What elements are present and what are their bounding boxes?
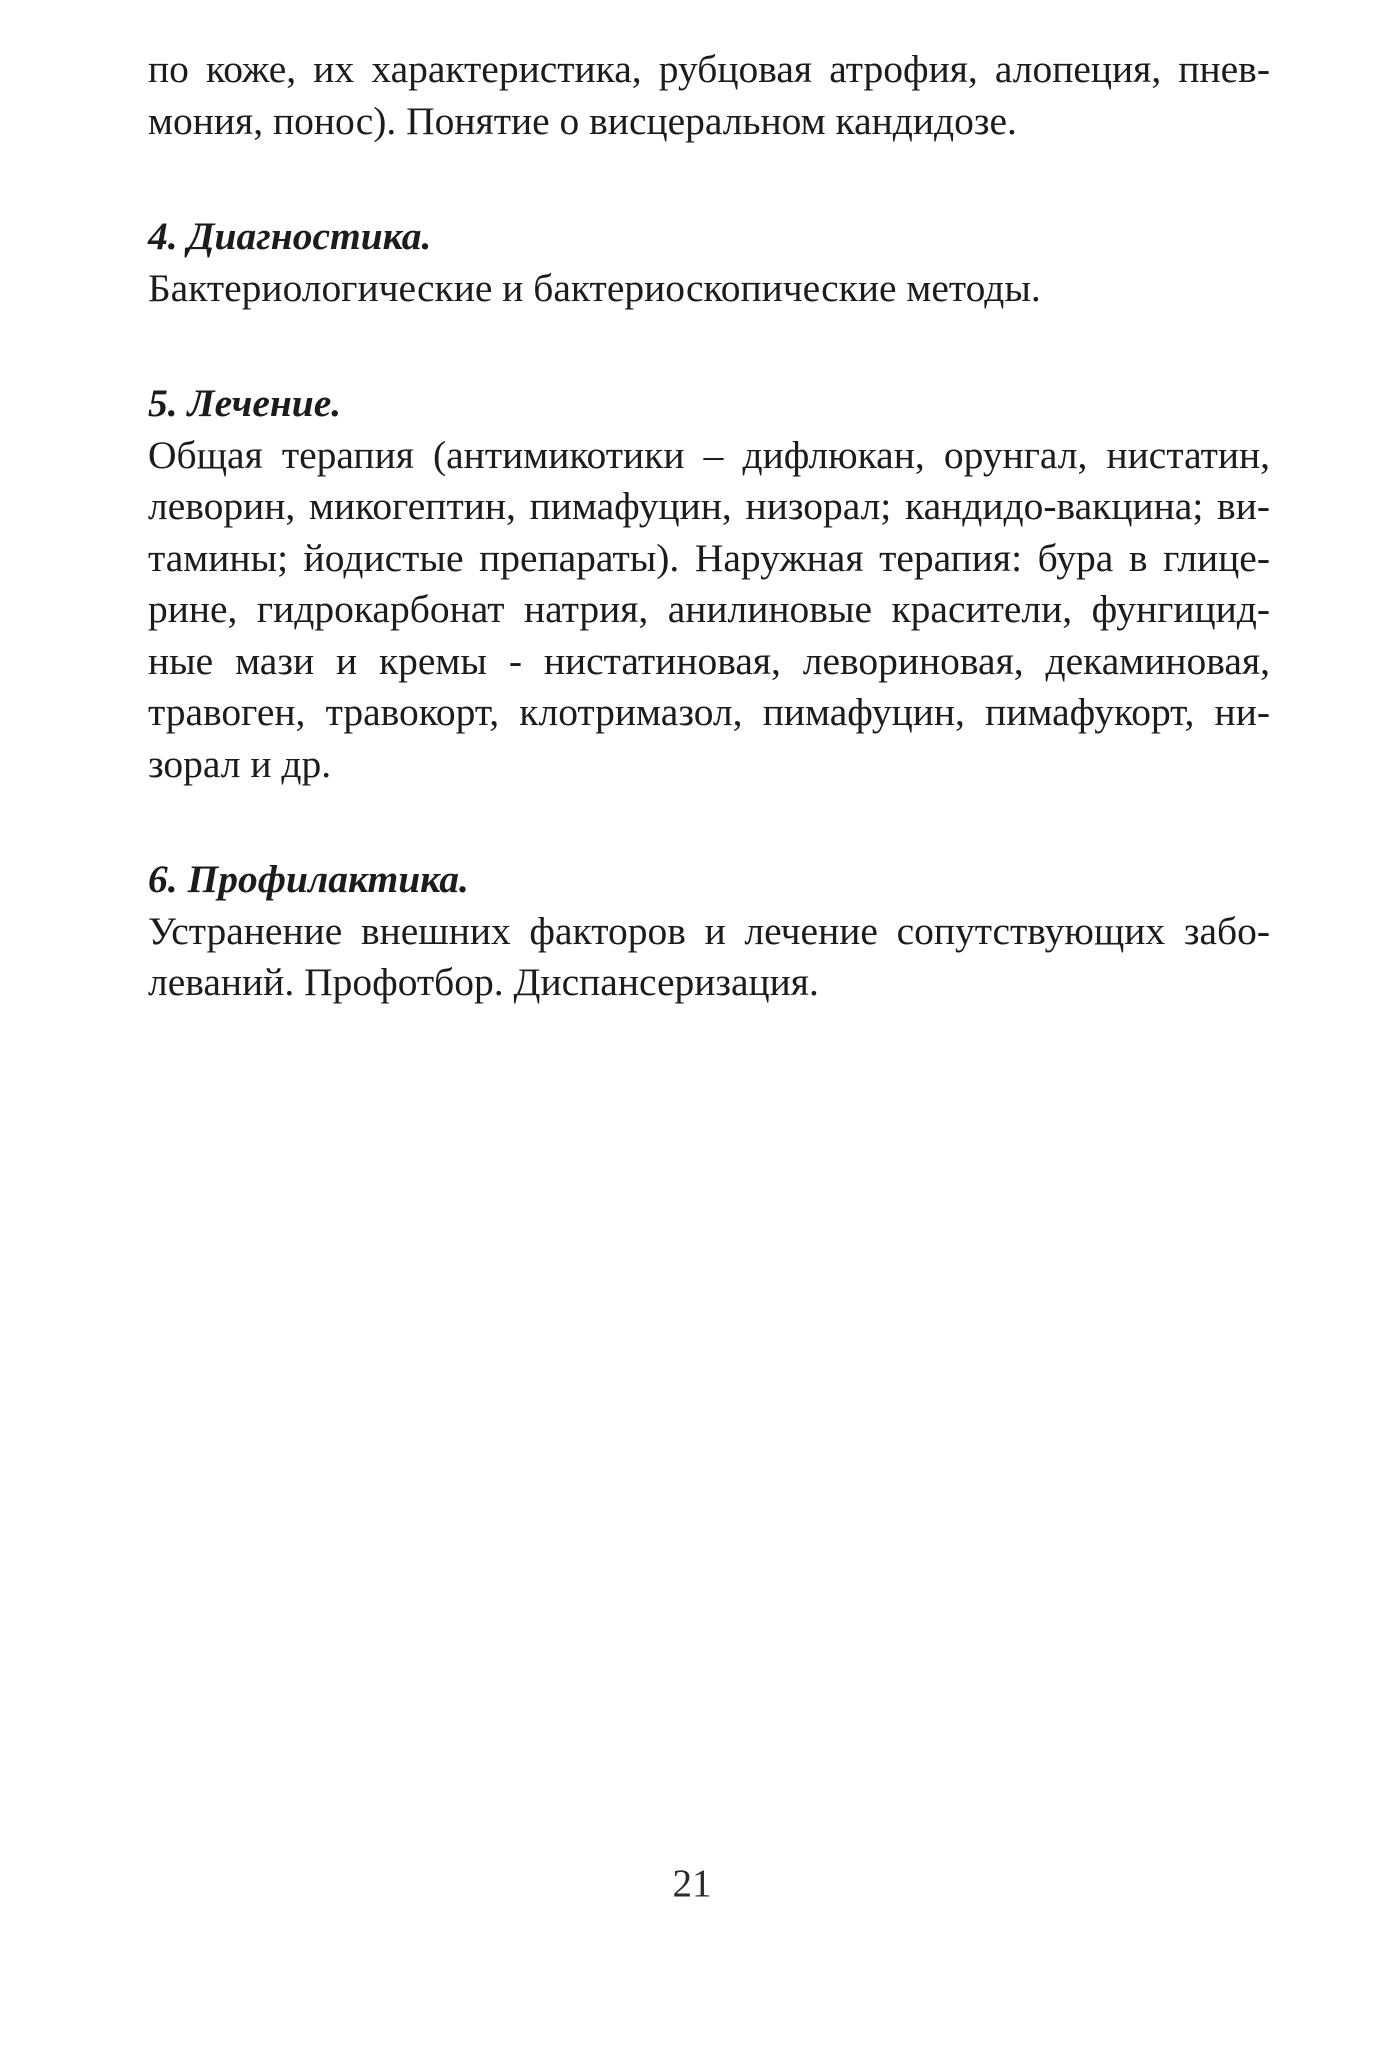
text-line: тамины; йодистые препараты). Наружная терапия: бура в глице- — [148, 535, 1270, 580]
text-line: зорал и др. — [148, 741, 332, 786]
text-line: травоген, травокорт, клотримазол, пимафуцин, пимафукорт, ни- — [148, 690, 1270, 734]
text-line: мония, понос). Понятие о висцеральном кандидозе. — [148, 98, 1017, 143]
text-line: рине, гидрокарбонат натрия, анилиновые красители, фунгицид- — [148, 587, 1270, 631]
document-page — [148, 44, 1270, 1009]
page-number: 21 — [672, 1862, 712, 1905]
text-line: леворин, микогептин, пимафуцин, низорал; кандидо-вакцина; ви- — [148, 484, 1270, 528]
intro-paragraph — [148, 44, 1270, 147]
section-paragraph — [148, 263, 1270, 315]
section-heading: 5. Лечение. — [148, 381, 342, 425]
text-line: Бактериологические и бактериоскопические методы. — [148, 265, 1041, 310]
section-prevention — [148, 854, 1270, 1009]
section-paragraph — [148, 906, 1270, 1009]
text-line: по коже, их характеристика, рубцовая атрофия, алопеция, пнев- — [148, 47, 1270, 91]
section-heading: 6. Профилактика. — [148, 857, 469, 901]
text-line: Устранение внешних факторов и лечение сопутствующих забо- — [148, 908, 1270, 953]
text-line: леваний. Профотбор. Диспансеризация. — [148, 960, 819, 1004]
section-diagnostics — [148, 211, 1270, 314]
section-heading: 4. Диагностика. — [148, 214, 432, 258]
section-treatment — [148, 378, 1270, 790]
text-line: ные мази и кремы - нистатиновая, левориновая, декаминовая, — [148, 638, 1270, 683]
text-line: Общая терапия (антимикотики – дифлюкан, орунгал, нистатин, — [148, 432, 1270, 477]
section-paragraph — [148, 430, 1270, 791]
